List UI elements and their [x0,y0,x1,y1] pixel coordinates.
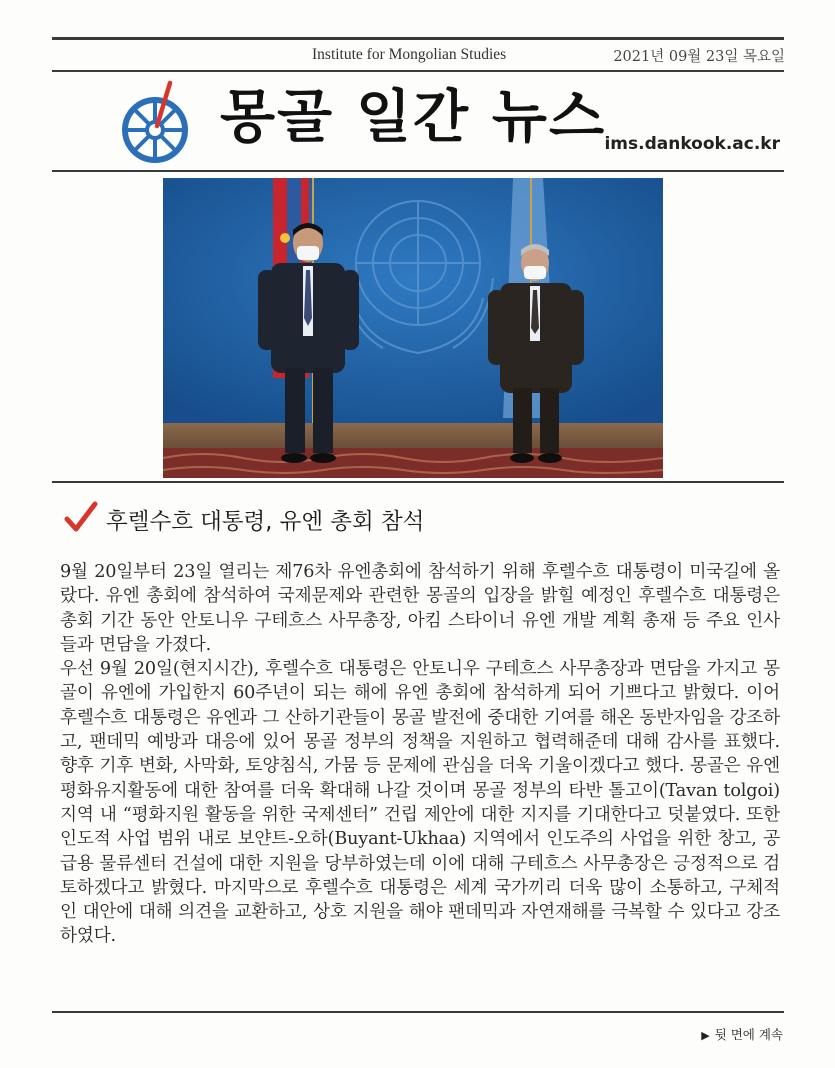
issue-date: 2021년 09월 23일 목요일 [613,49,785,65]
article-headline: 후렐수흐 대통령, 유엔 총회 참석 [106,509,425,535]
institute-name: Institute for Mongolian Studies [312,46,507,63]
article-body [60,560,780,949]
check-icon [64,500,98,534]
photo-rule [52,481,784,483]
masthead-title: 몽골 일간 뉴스 [220,84,607,150]
article-paragraph: 9월 20일부터 23일 열리는 제76차 유엔총회에 참석하기 위해 후렐수흐 대통령이 미국길에 올랐다. 유엔 총회에 참석하여 국제문제와 관련한 몽골의 입장을 밝힐 예정인 후렐수흐 대통령은 총회 기간 동안 안토니우 구테흐스 사무총장, 아킴 스타이너 유엔 개발 계획 총재 등 주요 인사들과 면담을 가졌다. [60,562,780,655]
continue-note [701,1025,783,1043]
website-link[interactable]: ims.dankook.ac.kr [604,134,780,154]
dharma-wheel-logo-icon [118,80,192,166]
masthead-rule [52,170,784,172]
play-triangle-icon: ▶ [701,1029,710,1042]
header-rule [52,70,784,72]
article-paragraph: 우선 9월 20일(현지시간), 후렐수흐 대통령은 안토니우 구테흐스 사무총장과 면담을 가지고 몽골이 유엔에 가입한지 60주년이 되는 해에 유엔 총회에 참석하게 되어 기쁘다고 밝혔다. 이어 후렐수흐 대통령은 유엔과 그 산하기관들이 몽골 발전에 중대한 기여를 해온 동반자임을 강조하고, 팬데믹 예방과 대응에 있어 몽골 정부의 정책을 지원하고 협력해준데 대해 감사를 표했다. 향후 기후 변화, 사막화, 토양침식, 가뭄 등 문제에 관심을 더욱 기울이겠다고 했다. 몽골은 유엔 평화유지활동에 대한 참여를 더욱 확대해 나갈 것이며 몽골 정부의 타반 톨고이(Tavan tolgoi) 지역 내 “평화지원 활동을 위한 국제센터” 건립 제안에 대한 지지를 기대한다고 덧붙였다. 또한 인도적 사업 범위 내로 보얀트-오하(Buyant-Ukhaa) 지역에서 인도주의 사업을 위한 창고, 공급용 물류센터 건설에 대한 지원을 당부하였는데 이에 대해 구테흐스 사무총장은 긍정적으로 검토하겠다고 밝혔다. 마지막으로 후렐수흐 대통령은 세계 국가끼리 더욱 많이 소통하고, 구체적인 대안에 대해 의견을 교환하고, 상호 지원을 해야 팬데믹과 자연재해를 극복할 수 있다고 강조하였다. [60,659,780,947]
top-rule [52,37,784,40]
photo-president-with-un-secretary-general [163,178,663,478]
footer-rule [52,1011,784,1013]
continue-label: 뒷 면에 계속 [714,1027,783,1042]
